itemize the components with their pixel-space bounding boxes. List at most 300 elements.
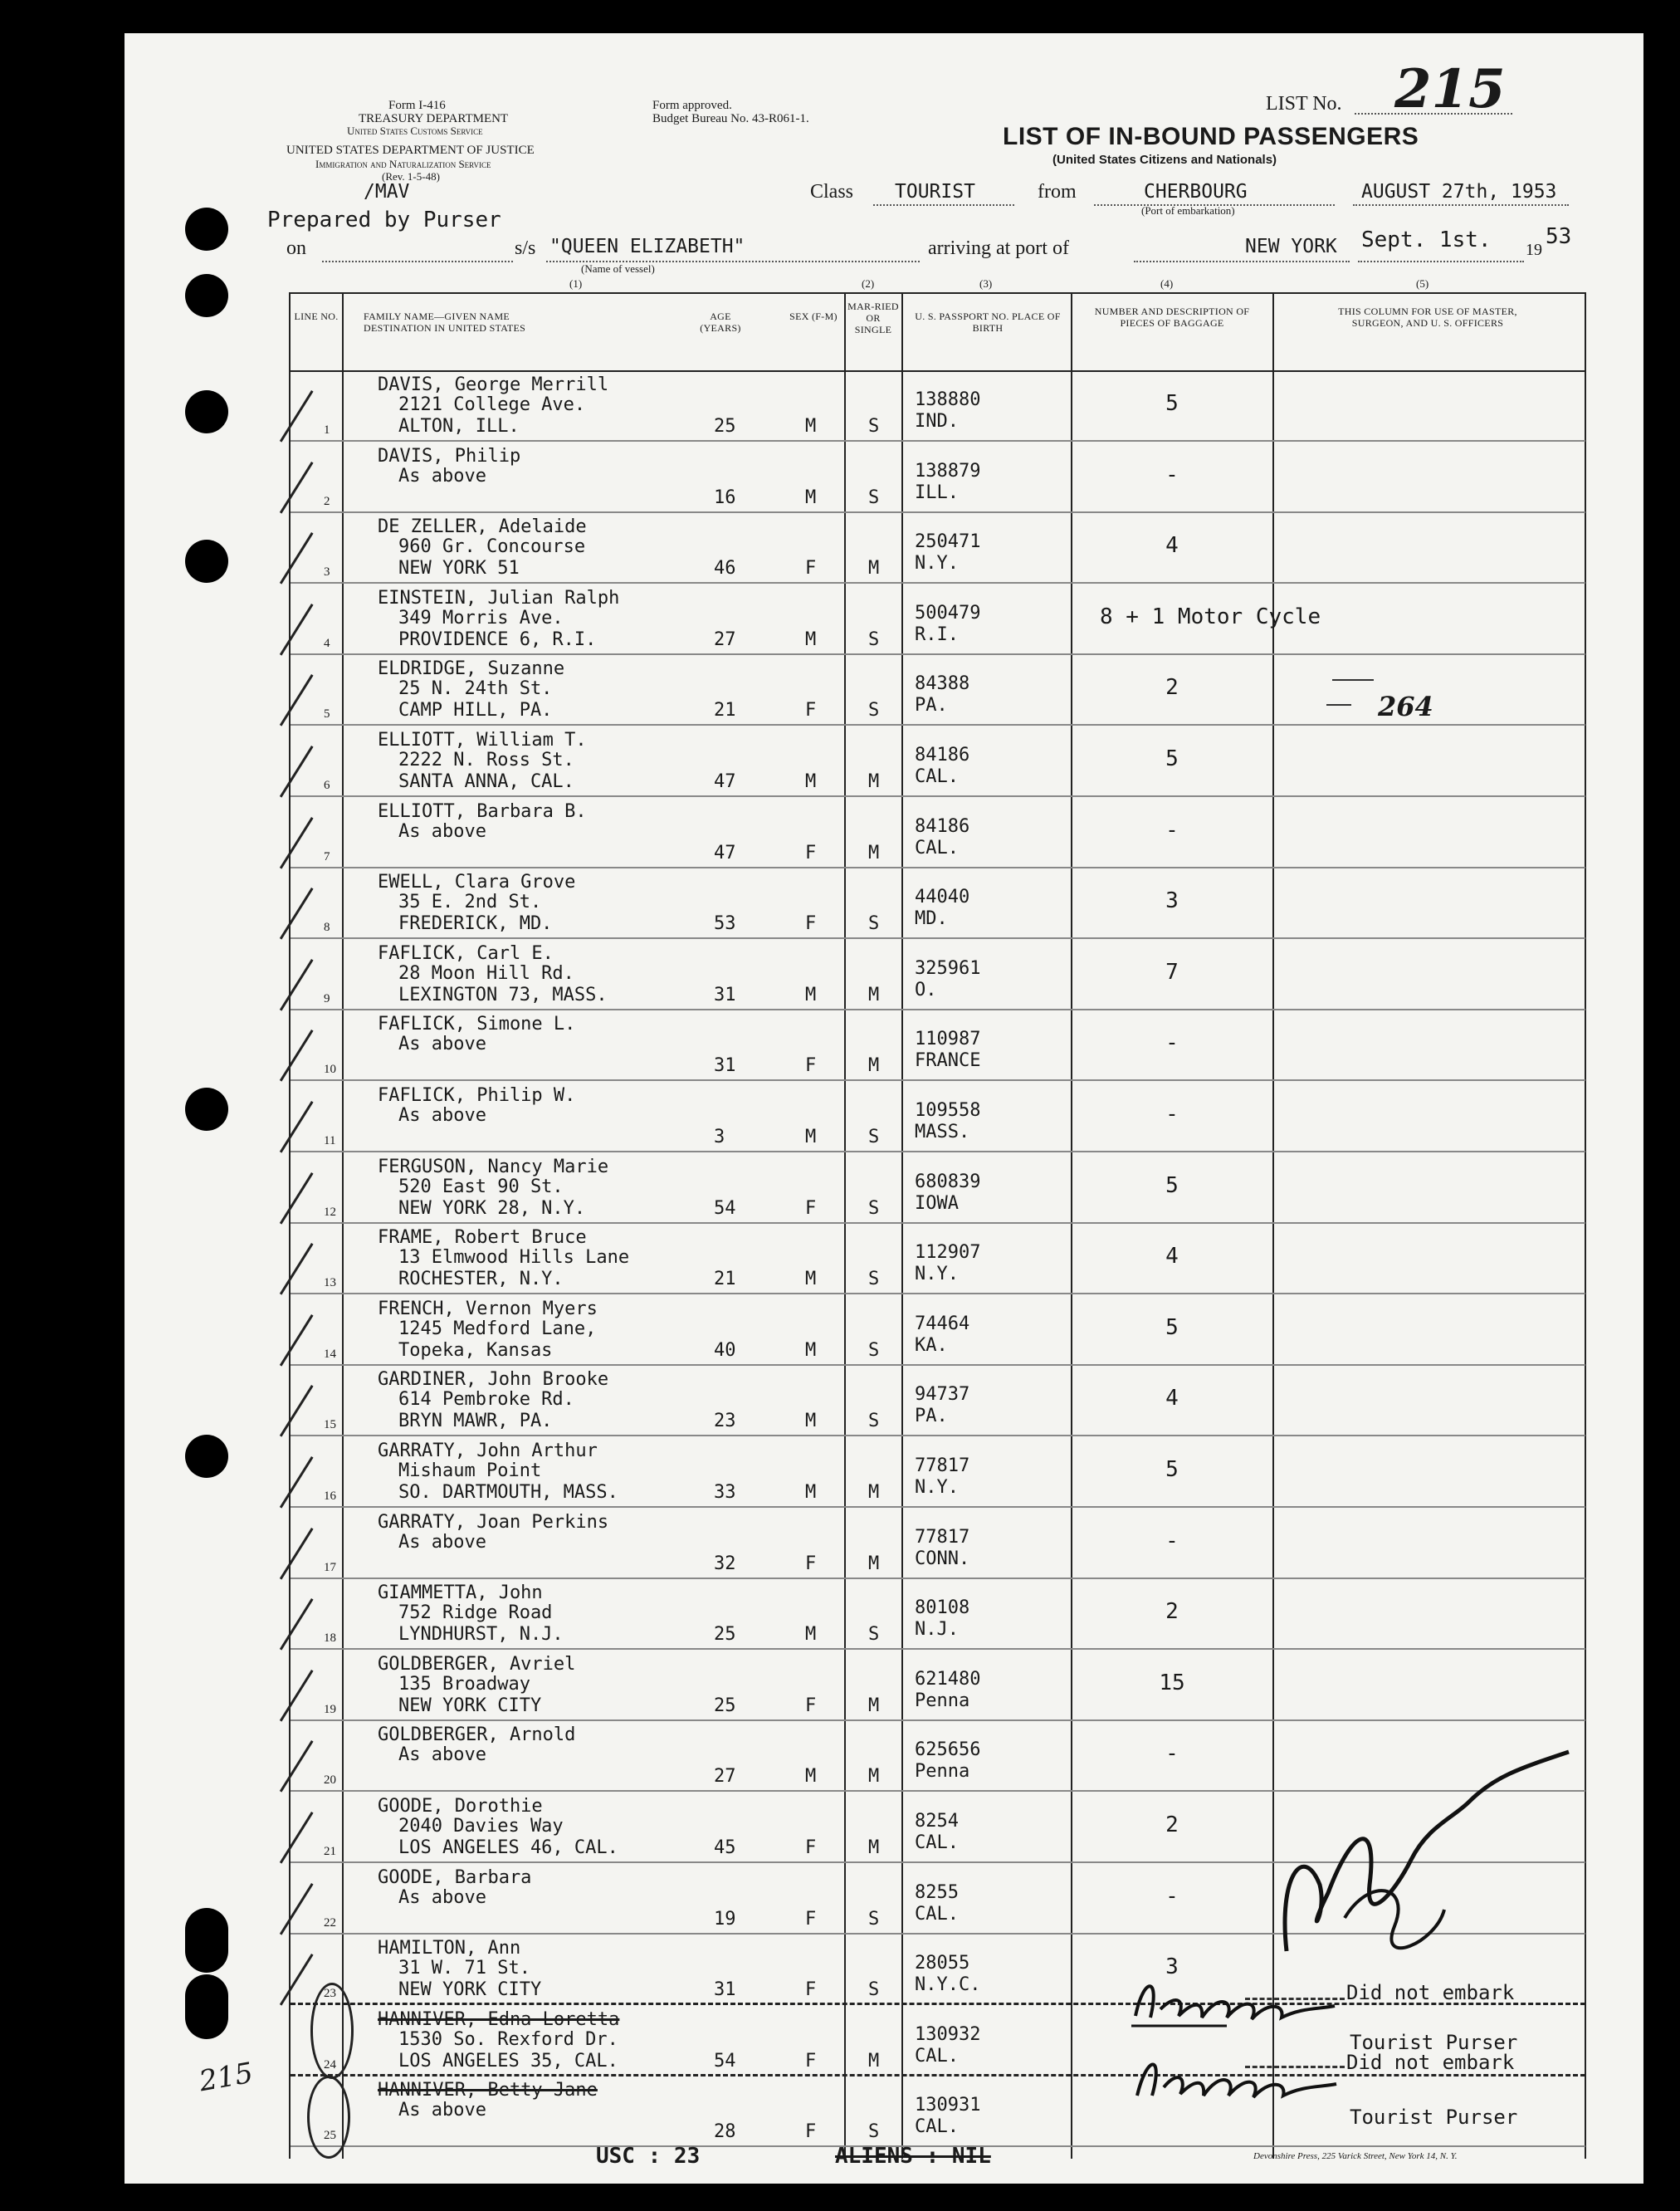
sex-cell: F: [805, 1055, 817, 1077]
table-row: [291, 869, 1585, 939]
baggage-cell: 4: [1165, 1386, 1179, 1411]
passenger-name: FRENCH, Vernon Myers: [378, 1298, 598, 1319]
baggage-cell: -: [1165, 1883, 1179, 1909]
table-row: [291, 941, 1585, 1010]
marital-status-cell: S: [868, 1411, 880, 1432]
address-line-1: Mishaum Point: [398, 1460, 542, 1481]
baggage-cell: -: [1165, 1528, 1179, 1553]
address-line-2: SO. DARTMOUTH, MASS.: [398, 1482, 618, 1503]
baggage-cell: -: [1165, 1741, 1179, 1767]
marital-status-cell: S: [868, 629, 880, 650]
address-line-1: 960 Gr. Concourse: [398, 536, 586, 558]
line-number: 22: [324, 1915, 336, 1930]
passport-number: 138880: [915, 389, 981, 410]
table-row: [291, 514, 1585, 584]
from-port: CHERBOURG: [1144, 181, 1248, 203]
place-of-birth: N.Y.: [915, 1477, 959, 1498]
table-row: [291, 1509, 1585, 1579]
officer-signature: [1270, 1727, 1585, 1993]
passenger-name: EINSTEIN, Julian Ralph: [378, 587, 620, 609]
address-line-1: 28 Moon Hill Rd.: [398, 962, 574, 984]
passenger-name: FAFLICK, Philip W.: [378, 1085, 576, 1106]
baggage-cell: 2: [1165, 1599, 1179, 1625]
place-of-birth: N.Y.: [915, 553, 959, 575]
line-circle: [310, 1983, 354, 2079]
address-line-2: ALTON, ILL.: [398, 416, 520, 437]
remark-number: 264: [1378, 691, 1433, 722]
line-number: 23: [324, 1987, 336, 2001]
departure-date: AUGUST 27th, 1953: [1361, 181, 1557, 203]
place-of-birth: PA.: [915, 695, 948, 717]
place-of-birth: N.Y.C.: [915, 1974, 981, 1996]
place-of-birth: Penna: [915, 1690, 970, 1711]
line-number: 2: [324, 494, 330, 508]
baggage-cell: 8 + 1 Motor Cycle: [1100, 604, 1321, 629]
address-line-1: As above: [398, 1531, 486, 1553]
marital-status-cell: S: [868, 700, 880, 722]
arrival-date-line: [1358, 261, 1524, 262]
row-rule: [291, 1009, 1585, 1010]
line-number: 19: [324, 1702, 336, 1716]
table-row: [291, 1083, 1585, 1152]
baggage-cell: 4: [1165, 533, 1179, 559]
table-row: [291, 372, 1585, 442]
marital-status-cell: S: [868, 1979, 880, 2001]
list-number-label: LIST No.: [1266, 93, 1342, 115]
page-title: LIST OF IN-BOUND PASSENGERS: [1003, 123, 1419, 150]
table-row: [291, 1580, 1585, 1650]
age-cell: 47: [714, 842, 736, 863]
sex-cell: F: [805, 700, 817, 722]
passenger-name: DE ZELLER, Adelaide: [378, 516, 587, 538]
age-cell: 54: [714, 1197, 736, 1219]
passport-number: 500479: [915, 602, 981, 624]
table-row: [291, 443, 1585, 513]
arrival-year-prefix: 19: [1526, 241, 1542, 259]
address-line-1: 13 Elmwood Hills Lane: [398, 1247, 630, 1269]
header-age: AGE (YEARS): [700, 311, 741, 334]
punch-hole: [185, 390, 228, 433]
table-row: [291, 799, 1585, 868]
sex-cell: M: [805, 487, 817, 508]
line-number: 24: [324, 2057, 336, 2072]
address-line-2: NEW YORK CITY: [398, 1979, 542, 2001]
sex-cell: F: [805, 1979, 817, 2001]
aliens-count: ALIENS : NIL: [835, 2144, 991, 2169]
baggage-cell: 3: [1165, 1954, 1179, 1980]
place-of-birth: CONN.: [915, 1548, 970, 1569]
address-line-2: LOS ANGELES 35, CAL.: [398, 2050, 618, 2072]
treasury-department: TREASURY DEPARTMENT: [359, 112, 509, 125]
address-line-1: As above: [398, 820, 486, 842]
address-line-1: 135 Broadway: [398, 1673, 530, 1695]
address-line-1: 35 E. 2nd St.: [398, 892, 542, 913]
row-rule: [291, 1151, 1585, 1152]
place-of-birth: IND.: [915, 411, 959, 432]
sex-cell: M: [805, 984, 817, 1005]
age-cell: 53: [714, 913, 736, 935]
age-cell: 25: [714, 1695, 736, 1716]
row-rule: [291, 653, 1585, 655]
passenger-name: FAFLICK, Carl E.: [378, 942, 554, 964]
passport-number: 109558: [915, 1100, 981, 1121]
line-number: 3: [324, 565, 330, 580]
baggage-cell: 5: [1165, 1457, 1179, 1482]
passenger-name: GIAMMETTA, John: [378, 1582, 543, 1604]
age-cell: 27: [714, 1766, 736, 1788]
address-line-2: SANTA ANNA, CAL.: [398, 771, 574, 792]
table-top-rule: [291, 292, 1585, 294]
table-row: [291, 1651, 1585, 1721]
passport-number: 325961: [915, 957, 981, 979]
arrival-year: 53: [1546, 224, 1572, 249]
margin-note: 215: [197, 2056, 256, 2099]
row-rule: [291, 440, 1585, 442]
passenger-name: GARRATY, Joan Perkins: [378, 1511, 609, 1533]
remark-did-not-embark: Did not embark: [1346, 2051, 1515, 2074]
age-cell: 3: [714, 1127, 725, 1147]
passenger-name: FAFLICK, Simone L.: [378, 1014, 576, 1035]
line-number: 1: [324, 423, 330, 437]
baggage-cell: 2: [1165, 1812, 1179, 1837]
form-approved: Form approved.: [652, 99, 732, 112]
table-row: [291, 1154, 1585, 1224]
address-line-2: NEW YORK CITY: [398, 1695, 542, 1716]
header-married: MAR-RIED OR SINGLE: [847, 301, 899, 335]
remark-dash: [1326, 704, 1351, 706]
punch-hole: [185, 1908, 228, 1973]
age-cell: 31: [714, 984, 736, 1005]
address-line-2: NEW YORK 51: [398, 558, 520, 580]
passport-number: 44040: [915, 887, 970, 908]
header-line-no: LINE NO.: [294, 311, 339, 322]
sex-cell: F: [805, 1553, 817, 1574]
line-number: 6: [324, 779, 330, 792]
passport-number: 130931: [915, 2095, 981, 2116]
ins-label: Immigration and Naturalization Service: [315, 158, 491, 170]
place-of-birth: PA.: [915, 1406, 948, 1427]
marital-status-cell: M: [868, 842, 880, 863]
sex-cell: F: [805, 1197, 817, 1219]
address-line-1: As above: [398, 1105, 486, 1126]
on-line: [322, 261, 513, 262]
sex-cell: M: [805, 1269, 817, 1290]
marital-status-cell: M: [868, 558, 880, 580]
header-baggage: NUMBER AND DESCRIPTION OF PIECES OF BAGGAGE: [1094, 306, 1250, 329]
header-name: FAMILY NAME—GIVEN NAME DESTINATION IN UNITED STATES: [364, 311, 526, 334]
marital-status-cell: S: [868, 2121, 880, 2143]
table-row: [291, 1296, 1585, 1366]
passport-number: 680839: [915, 1171, 981, 1192]
address-line-2: Topeka, Kansas: [398, 1339, 553, 1361]
prepared-by: Prepared by Purser: [267, 208, 501, 232]
class-label: Class: [810, 181, 854, 203]
arriving-label: arriving at port of: [928, 237, 1069, 259]
line-number: 17: [324, 1560, 336, 1574]
passenger-name: ELLIOTT, Barbara B.: [378, 800, 587, 822]
age-cell: 25: [714, 1624, 736, 1646]
col-number-4: (4): [1160, 277, 1174, 290]
sex-cell: F: [805, 1837, 817, 1858]
address-line-2: PROVIDENCE 6, R.I.: [398, 629, 597, 650]
address-line-1: 349 Morris Ave.: [398, 607, 564, 629]
marital-status-cell: M: [868, 984, 880, 1005]
address-line-2: CAMP HILL, PA.: [398, 700, 553, 722]
age-cell: 27: [714, 629, 736, 650]
marital-status-cell: S: [868, 1908, 880, 1930]
row-rule: [291, 867, 1585, 868]
baggage-cell: -: [1165, 1030, 1179, 1056]
age-cell: 54: [714, 2050, 736, 2072]
address-line-2: LEXINGTON 73, MASS.: [398, 984, 608, 1005]
address-line-2: FREDERICK, MD.: [398, 913, 553, 935]
place-of-birth: CAL.: [915, 2045, 959, 2067]
class-line: [873, 204, 1014, 206]
arrival-port: NEW YORK: [1245, 236, 1337, 257]
punch-hole: [185, 540, 228, 583]
punch-hole: [185, 1974, 228, 2039]
baggage-cell: 5: [1165, 391, 1179, 416]
marital-status-cell: S: [868, 416, 880, 437]
passport-number: 138879: [915, 460, 981, 482]
line-number: 4: [324, 636, 330, 650]
address-line-1: As above: [398, 465, 486, 487]
address-line-2: BRYN MAWR, PA.: [398, 1411, 553, 1432]
passenger-name: GOODE, Barbara: [378, 1866, 532, 1888]
col-number-3: (3): [979, 277, 993, 290]
place-of-birth: CAL.: [915, 1832, 959, 1853]
passport-number: 130932: [915, 2023, 981, 2045]
usc-count: USC : 23: [596, 2144, 701, 2169]
row-rule: [291, 724, 1585, 726]
marital-status-cell: S: [868, 1624, 880, 1646]
header-sex: SEX (F-M): [789, 311, 838, 322]
address-line-1: 2040 Davies Way: [398, 1816, 564, 1837]
port-line: [1134, 261, 1350, 262]
place-of-birth: R.I.: [915, 624, 959, 645]
baggage-cell: -: [1165, 462, 1179, 487]
age-cell: 25: [714, 416, 736, 437]
passport-number: 94737: [915, 1384, 970, 1406]
passenger-name: GOODE, Dorothie: [378, 1796, 543, 1817]
table-row: [291, 1011, 1585, 1081]
baggage-cell: 3: [1165, 888, 1179, 914]
punch-hole: [185, 1435, 228, 1478]
baggage-cell: 5: [1165, 1314, 1179, 1340]
line-number: 21: [324, 1845, 336, 1858]
marital-status-cell: M: [868, 1695, 880, 1716]
sex-cell: F: [805, 913, 817, 935]
marital-status-cell: S: [868, 913, 880, 935]
sex-cell: F: [805, 2121, 817, 2143]
passport-number: 28055: [915, 1953, 970, 1974]
sex-cell: F: [805, 558, 817, 580]
sex-cell: M: [805, 1127, 817, 1147]
age-cell: 21: [714, 1269, 736, 1290]
embarkation-note: (Port of embarkation): [1141, 204, 1235, 217]
sex-cell: M: [805, 1339, 817, 1361]
row-rule: [291, 1506, 1585, 1508]
row-rule: [291, 795, 1585, 797]
age-cell: 28: [714, 2121, 736, 2143]
row-rule: [291, 1222, 1585, 1224]
passport-number: 110987: [915, 1029, 981, 1050]
from-label: from: [1038, 181, 1077, 203]
address-line-1: 25 N. 24th St.: [398, 678, 553, 700]
passport-number: 74464: [915, 1313, 970, 1334]
sex-cell: F: [805, 1695, 817, 1716]
sex-cell: M: [805, 416, 817, 437]
department-of-justice: UNITED STATES DEPARTMENT OF JUSTICE: [286, 144, 535, 157]
row-rule: [291, 2074, 1585, 2076]
age-cell: 31: [714, 1979, 736, 2001]
passenger-name: ELLIOTT, William T.: [378, 730, 587, 751]
baggage-cell: -: [1165, 1102, 1179, 1127]
place-of-birth: CAL.: [915, 766, 959, 787]
punch-hole: [185, 274, 228, 317]
printer-imprint: Devonshire Press, 225 Varick Street, New York 14, N. Y.: [1253, 2151, 1458, 2161]
baggage-cell: 5: [1165, 1172, 1179, 1198]
line-number: 11: [324, 1134, 336, 1147]
address-line-1: 31 W. 71 St.: [398, 1958, 530, 1979]
age-cell: 33: [714, 1482, 736, 1503]
age-cell: 40: [714, 1339, 736, 1361]
punch-hole: [185, 208, 228, 251]
passenger-name: DAVIS, Philip: [378, 445, 521, 467]
form-number: Form I-416: [388, 99, 446, 112]
marital-status-cell: M: [868, 1837, 880, 1858]
passport-number: 8254: [915, 1811, 959, 1832]
header-officers: THIS COLUMN FOR USE OF MASTER, SURGEON, AND U. S. OFFICERS: [1338, 306, 1517, 329]
remark-tourist-purser: Tourist Purser: [1350, 2031, 1518, 2054]
header-passport: U. S. PASSPORT NO. PLACE OF BIRTH: [915, 311, 1061, 334]
passport-number: 84186: [915, 745, 970, 766]
line-number: 10: [324, 1063, 336, 1077]
address-line-1: 2222 N. Ross St.: [398, 750, 574, 770]
sex-cell: M: [805, 629, 817, 650]
passport-number: 625656: [915, 1739, 981, 1761]
passenger-name: ELDRIDGE, Suzanne: [378, 658, 565, 680]
address-line-2: ROCHESTER, N.Y.: [398, 1269, 564, 1290]
passport-number: 112907: [915, 1242, 981, 1264]
budget-bureau: Budget Bureau No. 43-R061-1.: [652, 112, 809, 125]
customs-service: United States Customs Service: [347, 125, 483, 137]
table-row: [291, 585, 1585, 655]
passport-number: 621480: [915, 1668, 981, 1690]
place-of-birth: CAL.: [915, 837, 959, 858]
passport-number: 84388: [915, 673, 970, 695]
marital-status-cell: S: [868, 487, 880, 508]
passport-number: 77817: [915, 1526, 970, 1548]
address-line-1: 2121 College Ave.: [398, 394, 586, 415]
baggage-cell: -: [1165, 817, 1179, 843]
age-cell: 21: [714, 700, 736, 722]
row-rule: [291, 1079, 1585, 1081]
clerk-initials: /MAV: [364, 181, 410, 203]
place-of-birth: N.Y.: [915, 1264, 959, 1285]
place-of-birth: N.J.: [915, 1619, 959, 1641]
remark-tourist-purser: Tourist Purser: [1350, 2106, 1518, 2129]
line-circle: [307, 2076, 350, 2159]
passenger-name: HANNIVER, Betty Jane: [378, 2080, 598, 2101]
line-number: 12: [324, 1205, 336, 1219]
col-number-1: (1): [569, 277, 583, 290]
purser-signature: [1127, 2044, 1343, 2111]
address-line-1: 752 Ridge Road: [398, 1602, 553, 1624]
table-row: [291, 727, 1585, 797]
line-number: 25: [324, 2129, 336, 2143]
remark-dash: [1332, 679, 1374, 681]
place-of-birth: IOWA: [915, 1192, 959, 1214]
arrival-date: Sept. 1st.: [1361, 227, 1492, 252]
table-row: [291, 1225, 1585, 1294]
col-number-2: (2): [862, 277, 875, 290]
passenger-name: EWELL, Clara Grove: [378, 872, 576, 893]
table-row: [291, 1367, 1585, 1436]
sex-cell: M: [805, 771, 817, 792]
passenger-name: DAVIS, George Merrill: [378, 374, 609, 395]
address-line-2: LOS ANGELES 46, CAL.: [398, 1837, 618, 1858]
sex-cell: M: [805, 1482, 817, 1503]
baggage-cell: 7: [1165, 959, 1179, 985]
line-number: 18: [324, 1631, 336, 1646]
ss-label: s/s: [515, 237, 536, 259]
table-row: [291, 1438, 1585, 1508]
row-rule: [291, 1578, 1585, 1579]
age-cell: 32: [714, 1553, 736, 1574]
marital-status-cell: S: [868, 1127, 880, 1147]
marital-status-cell: S: [868, 1269, 880, 1290]
age-cell: 46: [714, 558, 736, 580]
marital-status-cell: M: [868, 1055, 880, 1077]
marital-status-cell: M: [868, 1553, 880, 1574]
age-cell: 23: [714, 1411, 736, 1432]
page-subtitle: (United States Citizens and Nationals): [1052, 153, 1277, 167]
place-of-birth: MASS.: [915, 1122, 970, 1142]
row-rule: [291, 1719, 1585, 1721]
address-line-1: As above: [398, 2100, 486, 2121]
marital-status-cell: M: [868, 1482, 880, 1503]
passport-number: 250471: [915, 531, 981, 553]
line-number: 15: [324, 1418, 336, 1432]
row-rule: [291, 1293, 1585, 1294]
passenger-name: FRAME, Robert Bruce: [378, 1227, 587, 1249]
line-number: 8: [324, 921, 330, 935]
class-value: TOURIST: [895, 181, 975, 203]
sex-cell: M: [805, 1766, 817, 1788]
vessel-name: "QUEEN ELIZABETH": [549, 236, 745, 257]
place-of-birth: FRANCE: [915, 1050, 981, 1072]
baggage-cell: 4: [1165, 1244, 1179, 1269]
sex-cell: F: [805, 2050, 817, 2072]
row-rule: [291, 1435, 1585, 1436]
place-of-birth: O.: [915, 979, 937, 1000]
place-of-birth: MD.: [915, 908, 948, 930]
line-number: 9: [324, 991, 330, 1005]
place-of-birth: CAL.: [915, 1903, 959, 1925]
passenger-name: FERGUSON, Nancy Marie: [378, 1156, 609, 1177]
passenger-name: GARDINER, John Brooke: [378, 1369, 609, 1391]
passenger-name: GOLDBERGER, Arnold: [378, 1724, 576, 1746]
row-rule: [291, 582, 1585, 584]
punch-hole: [185, 1088, 228, 1131]
passenger-name: GOLDBERGER, Avriel: [378, 1653, 576, 1675]
row-rule: [291, 1648, 1585, 1650]
baggage-cell: 5: [1165, 746, 1179, 771]
row-rule: [291, 937, 1585, 939]
line-number: 14: [324, 1347, 336, 1361]
line-number: 16: [324, 1489, 336, 1503]
